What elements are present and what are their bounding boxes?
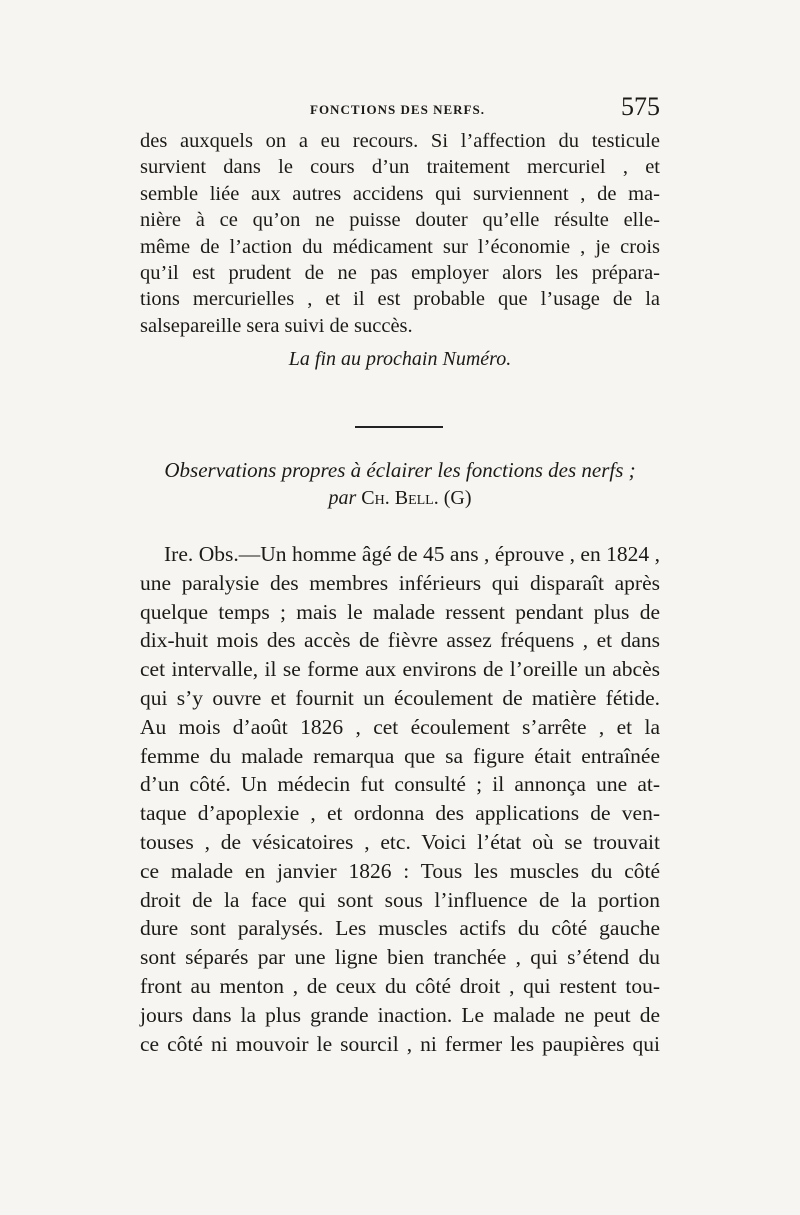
- section-divider: [355, 426, 443, 428]
- running-head: FONCTIONS DES NERFS.: [310, 102, 485, 117]
- text-line: semble liée aux autres accidens qui surviennent , de ma-: [140, 182, 660, 205]
- note-mark: (G): [443, 487, 472, 509]
- text-line: droit de la face qui sont sous l’influence de la portion: [140, 887, 660, 912]
- text-line: ce côté ni mouvoir le sourcil , ni fermer les paupières qui: [140, 1031, 660, 1056]
- text-line: salsepareille sera suivi de succès.: [140, 314, 413, 337]
- byline-prefix: par: [328, 487, 357, 509]
- text-line: dure sont paralysés. Les muscles actifs du côté gauche: [140, 916, 660, 941]
- author-name: Ch. Bell.: [361, 487, 439, 509]
- text-line: une paralysie des membres inférieurs qui disparaît après: [140, 570, 660, 595]
- article-byline: [140, 487, 660, 510]
- text-line: cet intervalle, il se forme aux environs de l’oreille un abcès: [140, 657, 660, 682]
- text-line: touses , de vésicatoires , etc. Voici l’état où se trouvait: [140, 829, 660, 854]
- text-line: nière à ce qu’on ne puisse douter qu’elle résulte elle-: [140, 209, 660, 232]
- text-line: qui s’y ouvre et fournit un écoulement de matière fétide.: [140, 685, 660, 710]
- text-line: ce malade en janvier 1826 : Tous les muscles du côté: [140, 858, 660, 883]
- text-line: survient dans le cours d’un traitement mercuriel , et: [140, 156, 660, 179]
- paragraph-continuation: [140, 128, 660, 339]
- text-line: front au menton , de ceux du côté droit , qui restent tou-: [140, 973, 660, 998]
- continued-note: La fin au prochain Numéro.: [288, 348, 512, 370]
- text-line: taque d’apoplexie , et ordonna des applications de ven-: [140, 801, 660, 826]
- text-line: d’un côté. Un médecin fut consulté ; il annonça une at-: [140, 772, 660, 797]
- text-line: même de l’action du médicament sur l’économie , je crois: [140, 235, 660, 258]
- observation-paragraph: [140, 540, 660, 1058]
- text-line: Ire. Obs.—Un homme âgé de 45 ans , éprouve , en 1824 ,: [164, 542, 660, 566]
- page-number: 575: [621, 92, 660, 121]
- text-line: femme du malade remarqua que sa figure était entraînée: [140, 743, 660, 768]
- text-line: sont séparés par une ligne bien tranchée , qui s’étend du: [140, 945, 660, 970]
- text-line: dix-huit mois des accès de fièvre assez fréquens , et dans: [140, 628, 660, 653]
- text-line: des auxquels on a eu recours. Si l’affection du testicule: [140, 130, 660, 152]
- text-line: jours dans la plus grande inaction. Le malade ne peut de: [140, 1002, 660, 1027]
- text-line: quelque temps ; mais le malade ressent pendant plus de: [140, 599, 660, 624]
- text-line: Au mois d’août 1826 , cet écoulement s’arrête , et la: [140, 714, 660, 739]
- text-line: tions mercurielles , et il est probable que l’usage de la: [140, 288, 660, 311]
- text-line: qu’il est prudent de ne pas employer alors les prépara-: [140, 261, 660, 284]
- article-title: Observations propres à éclairer les fonctions des nerfs ;: [164, 458, 636, 482]
- page-header: [140, 92, 660, 126]
